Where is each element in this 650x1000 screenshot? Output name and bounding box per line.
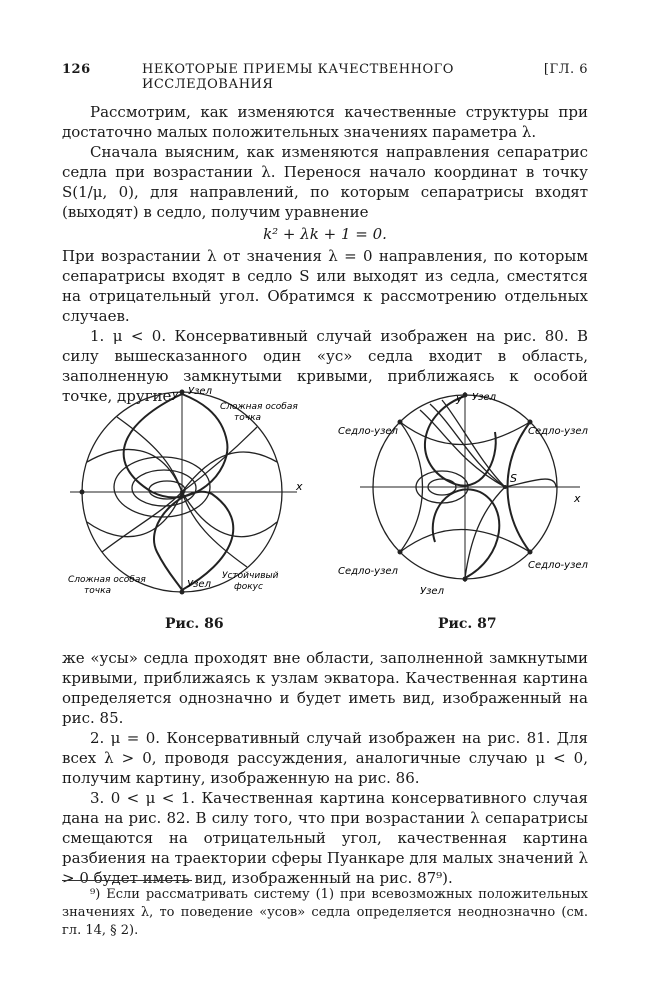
saddle-node-point [398, 550, 403, 555]
saddle-node-point [528, 420, 533, 425]
paragraph: 1. μ < 0. Консервативный случай изображен на рис. 80. В силу вышесказанного один «ус» седла входит в область, заполненную замкнутыми кривыми, приближаясь к особой точке, другие [62, 327, 588, 405]
label-node-top: Узел [188, 386, 212, 397]
footnote-text: ⁹) Если рассматривать систему (1) при всевозможных положительных значениях λ, то поведение «усов» седла определяется неоднозначно (см. гл. 14, § 2). [62, 887, 588, 938]
trajectory [182, 492, 247, 567]
running-header [62, 62, 588, 92]
paragraph: же «усы» седла проходят вне области, заполненной замкнутыми кривыми, приближаясь к узлам экватора. Качественная картина определяется однозначно и будет иметь вид, изображенный на рис. 85. [62, 649, 588, 727]
label-node-bottom: Узел [187, 579, 211, 590]
page-number: 126 [62, 62, 91, 77]
y-label: y [456, 392, 463, 405]
label-complex-bottom-1: Сложная особая [68, 575, 146, 585]
caption-86: Рис. 86 [165, 616, 224, 632]
x-label: x [296, 480, 303, 493]
node-point [463, 393, 468, 398]
figure-86 [62, 382, 312, 612]
trajectory [182, 427, 257, 492]
saddle-point [503, 485, 507, 489]
equation: k² + λk + 1 = 0. [263, 225, 387, 243]
label-saddle-node-tr: Седло-узел [528, 426, 588, 437]
label-node-bottom: Узел [420, 586, 444, 597]
paragraph: 3. 0 < μ < 1. Качественная картина консервативного случая дана на рис. 82. В силу того, что при возрастании λ сепаратрисы смещаются на отрицательный угол, качественная картина разбиения на траектории сферы Пуанкаре для малых значений λ > 0 будет иметь вид, изображенный на рис. 87⁹). [62, 789, 588, 887]
saddle-node-point [398, 420, 403, 425]
node-point [180, 590, 185, 595]
footnote [62, 886, 588, 940]
label-saddle-node-br: Седло-узел [528, 560, 588, 571]
paragraph: Рассмотрим, как изменяются качественные структуры при достаточно малых положительных значениях параметра λ. [62, 103, 588, 141]
saddle-node-point [528, 550, 533, 555]
complex-point [80, 490, 85, 495]
y-label: y [172, 388, 179, 401]
paragraph: Сначала выясним, как изменяются направления сепаратрис седла при возрастании λ. Перенося начало координат в точку S(1/μ, 0), для направлений, по которым сепаратрисы входят (выходят) в седло, получим уравнение [62, 143, 588, 221]
node-point [463, 577, 468, 582]
label-node-top: Узел [472, 392, 496, 403]
label-complex-top-1: Сложная особая [220, 402, 298, 412]
chapter-marker: [ГЛ. 6 [543, 62, 588, 77]
label-saddle-node-bl: Седло-узел [338, 566, 398, 577]
running-title: НЕКОТОРЫЕ ПРИЕМЫ КАЧЕСТВЕННОГО ИССЛЕДОВАНИЯ [142, 62, 454, 92]
node-point [180, 390, 185, 395]
paragraph: При возрастании λ от значения λ = 0 направления, по которым сепаратрисы входят в седло S или выходят из седла, сместятся на отрицательный угол. Обратимся к рассмотрению отдельных случаев. [62, 247, 588, 325]
figure-87 [330, 382, 592, 612]
singular-point [180, 490, 184, 494]
label-complex-bottom-2: точка [84, 586, 112, 596]
footnote-rule [62, 880, 192, 881]
x-label: x [574, 492, 581, 505]
body-text-bottom [62, 648, 588, 888]
label-stable-focus-2: фокус [234, 582, 263, 592]
label-saddle-node-tl: Седло-узел [338, 426, 398, 437]
paragraph: 2. μ = 0. Консервативный случай изображен на рис. 81. Для всех λ > 0, проводя рассуждения, аналогичные случаю μ < 0, получим картину, изображенную на рис. 86. [62, 729, 588, 787]
label-complex-top-2: точка [234, 413, 262, 423]
label-stable-focus-1: Устойчивый [222, 571, 279, 581]
body-text-top [62, 102, 588, 406]
caption-87: Рис. 87 [438, 616, 497, 632]
saddle-label: S [510, 472, 517, 485]
